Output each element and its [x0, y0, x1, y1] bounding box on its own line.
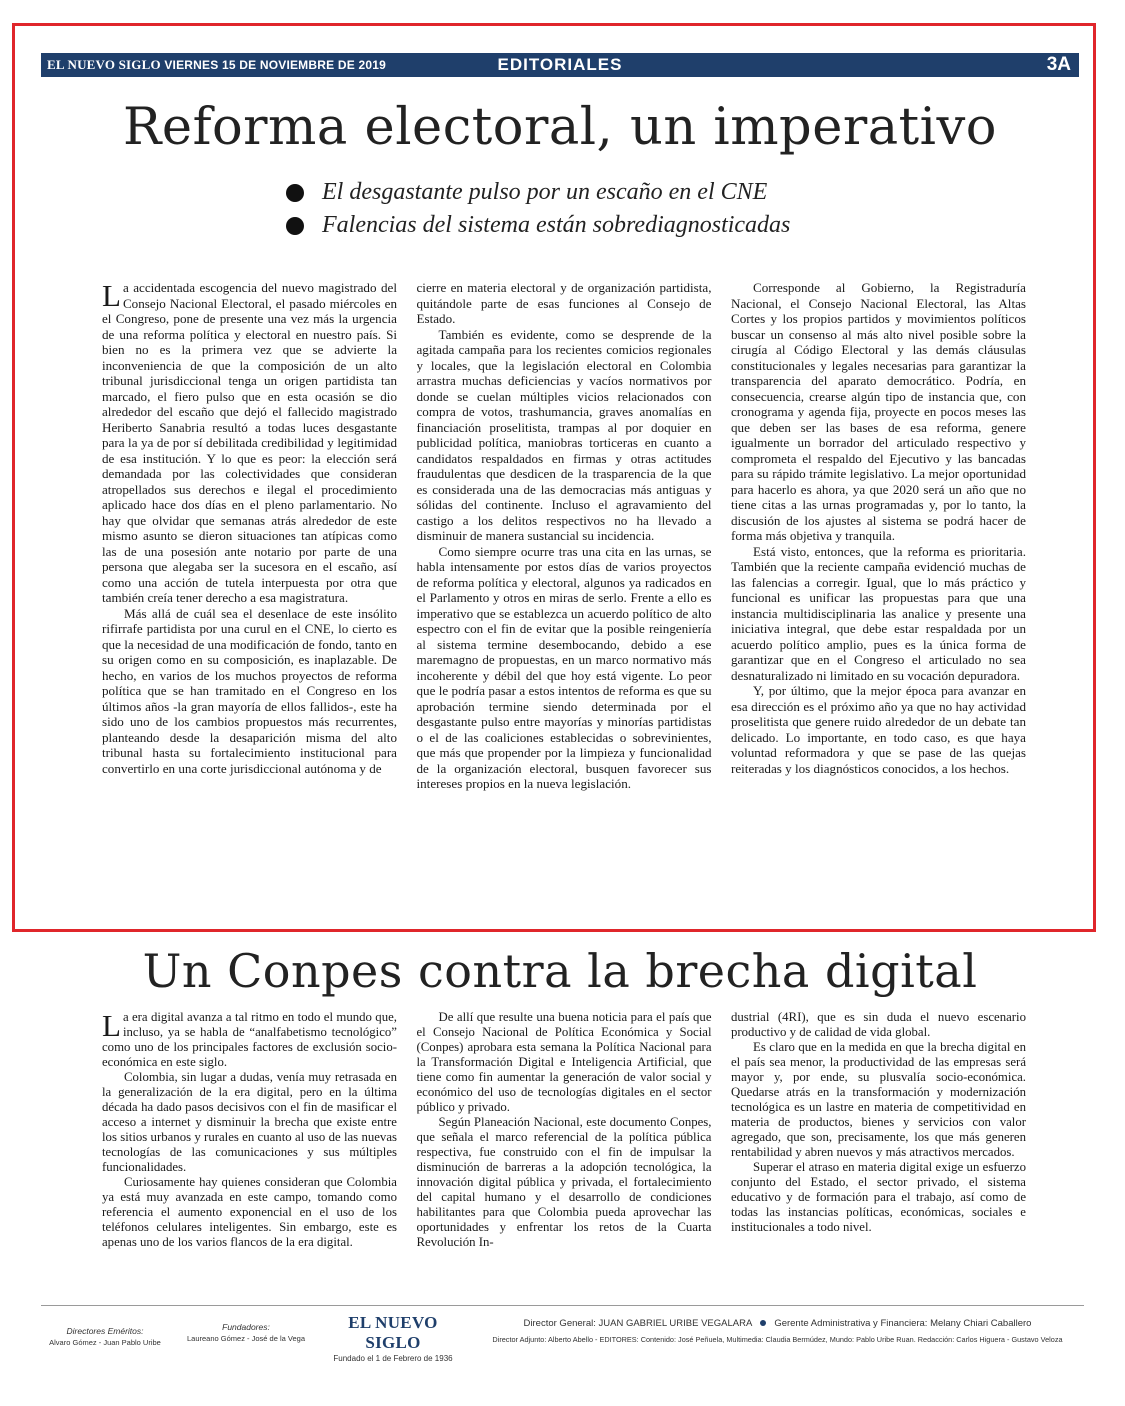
editorial1-column	[102, 280, 397, 926]
section-title: EDITORIALES	[497, 55, 623, 74]
paragraph: Es claro que en la medida en que la brecha digital en el país sea menor, la productividad de las empresas será mayor y, por ende, su plusvalía socio-económica. Quedarse atrás en la transformación y modernización tecnológica es un lastre en materia de competitividad en materia de productos, bienes y servicios con valor agregado, que son, precisamente, los que más generen rentabilidad y abren nuevos y más atractivos mercados.	[731, 1040, 1026, 1159]
founded-date: Fundado el 1 de Febrero de 1936	[333, 1354, 453, 1363]
editorial2-column	[102, 1010, 397, 1292]
fundadores-names: Laureano Gómez - José de la Vega	[187, 1334, 305, 1343]
staff-line-2: Director Adjunto: Alberto Abello - EDITORES: Contenido: José Peñuela, Multimedia: Claudia Bermúdez, Mundo: Pablo Uribe Ruan. Redacción: Carlos Higuera - Gustavo Veloza	[492, 1335, 1063, 1344]
emeritos-title: Directores Eméritos:	[66, 1326, 144, 1336]
paragraph: También es evidente, como se desprende de la agitada campaña para los recientes comicios regionales y locales, que la legislación electoral en Colombia arrastra muchas deficiencias y vacíos normativos por donde se cuelan múltiples vicios relacionados con compra de votos, trashumancia, graves anomalías en financiación proselitista, trampas al por doquier en publicidad política, maniobras torticeras en cuanto a candidatos respaldados en firmas y otras actitudes fraudulentas que desdicen de la trasparencia de la que es considerada una de las democracias más antiguas y sólidas del continente. Incluso el agravamiento del castigo a los delitos respectivos no ha llevado a disminuir de manera sustancial su incidencia.	[416, 326, 712, 543]
separator-dot-icon	[760, 1320, 766, 1326]
footer-logo: EL NUEVO SIGLO	[348, 1313, 438, 1352]
subhead-text: El desgastante pulso por un escaño en el CNE	[322, 179, 768, 205]
director-general: Director General: JUAN GABRIEL URIBE VEGALARA	[523, 1318, 753, 1329]
footer-divider	[41, 1305, 1084, 1306]
masthead-bar	[41, 53, 1079, 77]
paper-name: EL NUEVO SIGLO	[47, 57, 161, 72]
editorial2-headline: Un Conpes contra la brecha digital	[142, 944, 978, 998]
paragraph: Superar el atraso en materia digital exige un esfuerzo conjunto del Estado, el sector privado, el sistema educativo y de formación para el trabajo, así como de todas las instancias políticas, económicas, sociales e institucionales a todo nivel.	[731, 1160, 1026, 1234]
paragraph	[102, 1010, 397, 1070]
footer-staff	[470, 1318, 1085, 1344]
gerente: Gerente Administrativa y Financiera: Melany Chiari Caballero	[774, 1318, 1032, 1329]
paragraph-text: a accidentada escogencia del nuevo magistrado del Consejo Nacional Electoral, el pasado miércoles en el Congreso, pone de presente una vez más la urgencia de una reforma política y electoral en nuestro país. Si bien no es la primera vez que se advierte la inconveniencia de que la composición de un alto tribunal jurisdiccional tenga un origen partidista tan marcado, el fiero pulso que en esta ocasión se dio alrededor del escaño que dejó el fallecido magistrado Heriberto Sanabria resultó a todas luces desgastante para la ya de por sí debilitada credibilidad y legitimidad de esa institución. Y lo que es peor: la elección será demandada por las colectividades que consideran atropellados sus derechos e ilegal el procedimiento aplicado hace dos días en el pleno parlamentario. No hay que olvidar que semanas atrás alrededor de este mismo asunto se dieron situaciones tan atípicas como las de una posesión ante notario por parte de una persona que alegaba ser la sucesora en el escaño, así como una acción de tutela interpuesta por otra que también creía tener derecho a esa magistratura.	[102, 280, 397, 605]
editorial2-column	[417, 1010, 712, 1292]
paragraph: Corresponde al Gobierno, la Registraduría Nacional, el Consejo Nacional Electoral, las Altas Cortes y los propios partidos y movimientos políticos buscar un consenso al más alto nivel posible sobre la cirugía al Código Electoral y las demás cláusulas constitucionales y legales necesarias para garantizar la transparencia del aparato democrático. Podría, en consecuencia, crearse algún tipo de instancia que, con cronograma y agenda fija, proyecte en pocos meses las que deben ser las bases de esa reforma, genere igualmente un borrador del articulado respectivo y comprometa el respaldo del Ejecutivo y las bancadas para su rápido trámite legislativo. La mejor oportunidad para hacerlo es ahora, ya que 2020 será un año que no tiene citas a las urnas programadas y, por lo tanto, la discusión de los ajustes al sistema se podrá hacer de forma más objetiva y tranquila.	[731, 280, 1026, 543]
paragraph: Colombia, sin lugar a dudas, venía muy retrasada en la generalización de la era digital, pero en la última década ha dado pasos decisivos con el fin de masificar el acceso a internet y disminuir la brecha que existe entre los sitios urbanos y rurales en cuanto al uso de las nuevas tecnologías de las comunicaciones y sus múltiples funcionalidades.	[102, 1070, 397, 1174]
paragraph: dustrial (4RI), que es sin duda el nuevo escenario productivo y de calidad de vida global.	[731, 1010, 1026, 1039]
bullet-icon	[286, 184, 304, 202]
fundadores-title: Fundadores:	[222, 1322, 270, 1332]
editorial1-headline: Reforma electoral, un imperativo	[123, 98, 997, 157]
paragraph: Según Planeación Nacional, este documento Conpes, que señala el marco referencial de la política pública respectiva, fue construido con el fin de impulsar la disminución de barreras a la adopción tecnológica, la innovación digital pública y privada, el fortalecimiento del capital humano y el desarrollo de condiciones habilitantes para que Colombia pueda aprovechar las oportunidades y enfrentar los retos de la Cuarta Revolución In-	[416, 1115, 712, 1249]
footer-fundadores	[176, 1322, 316, 1343]
paragraph: Está visto, entonces, que la reforma es prioritaria. También que la reciente campaña evidenció muchas de las falencias a corregir. Igual, que lo más práctico y funcional es unificar las propuestas para que una instancia multidisciplinaria las analice y presente una iniciativa integral, que debe estar respaldada por un acuerdo político amplio, pues es la única forma de garantizar que en el Congreso el articulado no sea desnaturalizado ni limitado en su vocación depuradora.	[731, 543, 1026, 683]
subhead-item	[282, 209, 922, 242]
subhead-text: Falencias del sistema están sobrediagnosticadas	[322, 212, 791, 238]
paragraph-text: a era digital avanza a tal ritmo en todo el mundo que, incluso, ya se habla de “analfabetismo tecnológico” como uno de los principales factores de exclusión socio-económica en este siglo.	[102, 1010, 397, 1069]
issue-date: VIERNES 15 DE NOVIEMBRE DE 2019	[164, 58, 386, 72]
dropcap: L	[102, 280, 121, 313]
subhead-item	[282, 176, 922, 209]
editorial1-column	[731, 280, 1026, 926]
page-number: 3A	[1046, 54, 1071, 75]
bullet-icon	[286, 217, 304, 235]
paragraph: cierre en materia electoral y de organización partidista, quitándole parte de esas funciones al Consejo de Estado.	[416, 280, 712, 326]
paragraph: Curiosamente hay quienes consideran que Colombia ya está muy avanzada en este campo, tomando como referencia el aumento exponencial en el uso de los teléfonos celulares inteligentes. Sin embargo, este es apenas uno de los varios flancos de la era digital.	[102, 1175, 397, 1249]
staff-line-1	[470, 1318, 1085, 1329]
paragraph	[102, 280, 397, 606]
footer-emeritos	[40, 1326, 170, 1347]
editorial1-subheads	[282, 176, 922, 242]
paragraph: Más allá de cuál sea el desenlace de este insólito rifirrafe partidista por una curul en el CNE, lo cierto es que la necesidad de una modificación de fondo, tanto en su origen como en su composición, es inaplazable. De hecho, en varios de los muchos proyectos de reforma política que se han tramitado en el Congreso en los últimos años -la gran mayoría de ellos fallidos-, este ha sido uno de los cambios propuestos más recurrentes, planteando desde la desaparición misma del alto tribunal hasta su fortalecimiento institucional para convertirlo en una corte jurisdiccional autónoma y de	[102, 605, 397, 776]
editorial1-body	[102, 280, 1026, 926]
editorial2-body	[102, 1010, 1026, 1292]
emeritos-names: Alvaro Gómez - Juan Pablo Uribe	[49, 1338, 161, 1347]
editorial2-column	[731, 1010, 1026, 1292]
editorial1-column	[417, 280, 712, 926]
dropcap: L	[102, 1010, 121, 1043]
paragraph: Como siempre ocurre tras una cita en las urnas, se habla intensamente por estos días de varios proyectos de reforma política y electoral, algunos ya radicados en el Parlamento y otros en miras de serlo. Frente a ello es imperativo que se establezca un acuerdo político de alto espectro con el fin de evitar que la posible reingeniería al sistema termine desembocando, debido a ese maremagno de propuestas, en un marco normativo más incoherente y débil del que hoy está vigente. Lo peor que le podría pasar a estos intentos de reforma es que su aprobación termine siendo determinada por el desgastante pulso entre mayorías y minorías partidistas o el de las coaliciones establecidas o sobrevinientes, que más que propender por la limpieza y funcionalidad de la organización electoral, busquen favorecer sus intereses propios en la nueva legislación.	[416, 543, 712, 791]
footer-logo-block	[328, 1313, 458, 1363]
paragraph: De allí que resulte una buena noticia para el país que el Consejo Nacional de Política Económica y Social (Conpes) aprobara esta semana la Política Nacional para la Transformación Digital e Inteligencia Artificial, que tiene como fin aumentar la generación de valor social y económico del uso de tecnologías digitales en el sector público y privado.	[416, 1010, 712, 1114]
paragraph: Y, por último, que la mejor época para avanzar en esa dirección es el próximo año ya que no hay actividad proselitista que genere ruido alrededor de un debate tan delicado. Lo importante, en todo caso, es que haya voluntad reformadora y que se pase de las quejas reiteradas y los diagnósticos conocidos, a los hechos.	[731, 683, 1026, 776]
